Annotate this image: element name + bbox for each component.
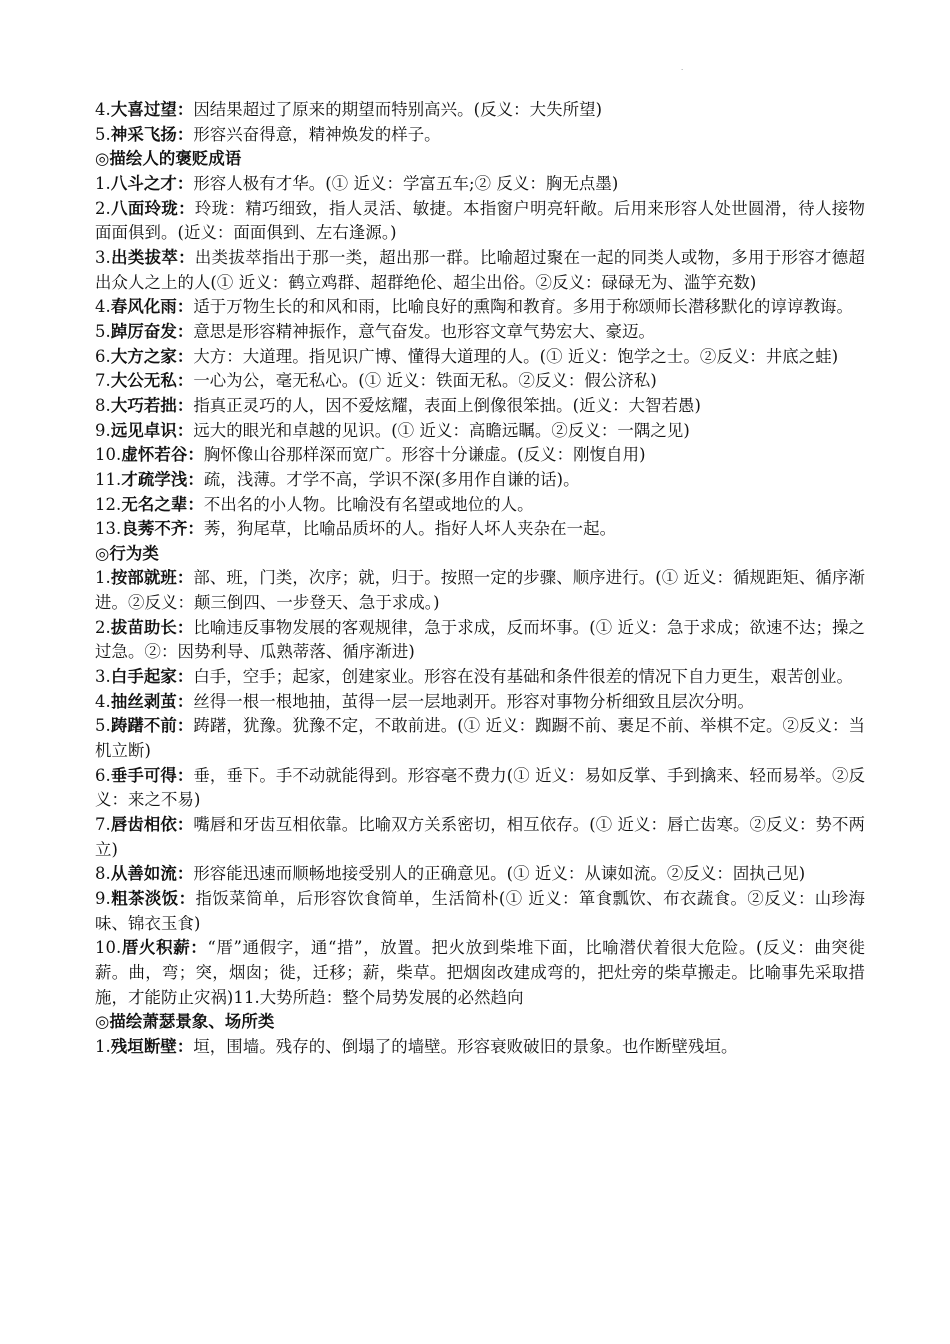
page-mark: . — [681, 64, 684, 72]
entry-number: 6. — [95, 346, 111, 366]
idiom-definition: 形容人极有才华。(① 近义：学富五车;② 反义：胸无点墨) — [193, 173, 619, 193]
entry-number: 3. — [95, 247, 111, 267]
entry-number: 7. — [95, 815, 111, 835]
idiom-definition: 胸怀像山谷那样深而宽广。形容十分谦虚。(反义：刚愎自用) — [203, 445, 646, 465]
idiom-term: 厝火积薪 — [121, 938, 191, 958]
separator: ： — [176, 815, 194, 835]
entry-number: 4. — [95, 100, 111, 119]
idiom-term: 大喜过望 — [110, 100, 177, 119]
idiom-definition: 垂，垂下。手不动就能得到。形容毫不费力(① 近义：易如反掌、手到擒来、轻而易举。②反义：来之不易) — [95, 765, 865, 810]
separator: ： — [187, 445, 204, 465]
idiom-definition: 适于万物生长的和风和雨，比喻良好的熏陶和教育。多用于称颂师长潜移默化的谆谆教诲。 — [193, 297, 853, 317]
idiom-entry — [95, 566, 865, 615]
separator: ： — [176, 568, 194, 588]
idiom-entry — [95, 345, 865, 370]
entry-number: 6. — [95, 765, 111, 785]
idiom-entry — [95, 690, 865, 715]
idiom-entry — [95, 517, 865, 542]
separator: ： — [178, 198, 195, 218]
idiom-term: 春风化雨 — [110, 297, 177, 317]
idiom-definition: 因结果超过了原来的期望而特别高兴。(反义：大失所望) — [193, 100, 603, 119]
idiom-entry — [95, 98, 865, 123]
idiom-definition: 指饭菜简单，后形容饮食简单，生活简朴(① 近义：箪食瓢饮、布衣蔬食。②反义：山珍海味、锦衣玉食) — [95, 889, 866, 933]
separator: ： — [178, 889, 196, 908]
idiom-entry — [95, 887, 865, 936]
separator: ： — [187, 469, 204, 489]
separator: ： — [176, 395, 194, 415]
idiom-entry — [95, 197, 865, 246]
entry-number: 9. — [95, 889, 111, 908]
idiom-definition: 不出名的小人物。比喻没有名望或地位的人。 — [203, 494, 534, 514]
idiom-term: 从善如流 — [110, 864, 177, 884]
idiom-entry — [95, 714, 865, 763]
idiom-term: 踌躇不前 — [110, 716, 177, 736]
idiom-term: 踔厉奋发 — [110, 321, 177, 341]
separator: ： — [176, 124, 194, 144]
idiom-definition: 一心为公，毫无私心。(① 近义：铁面无私。②反义：假公济私) — [193, 371, 657, 391]
idiom-definition: 踌躇，犹豫。犹豫不定，不敢前进。(① 近义：踟蹰不前、裹足不前、举棋不定。②反义：当机立断) — [95, 716, 865, 761]
idiom-definition: 指真正灵巧的人，因不爱炫耀，表面上倒像很笨拙。(近义：大智若愚) — [193, 395, 702, 415]
section-heading: ◎描绘人的褒贬成语 — [95, 149, 242, 169]
idiom-entry — [95, 172, 865, 197]
idiom-term: 拔苗助长 — [110, 617, 177, 637]
idiom-term: 大方之家 — [110, 346, 177, 366]
entry-number: 1. — [95, 568, 111, 588]
idiom-entry — [95, 468, 865, 493]
idiom-entry — [95, 320, 865, 345]
idiom-term: 白手起家 — [110, 667, 177, 687]
idiom-entry — [95, 665, 865, 690]
idiom-definition: 出类拔萃指出于那一类，超出那一群。比喻超过聚在一起的同类人或物，多用于形容才德超出众人之上的人(① 近义：鹤立鸡群、超群绝伦、超尘出俗。②反义：碌碌无为、滥竽充数) — [95, 247, 865, 292]
idiom-entry — [95, 1035, 865, 1060]
idiom-definition: “厝”通假字，通“措”，放置。把火放到柴堆下面，比喻潜伏着很大危险。(反义：曲突徙薪。曲，弯；突，烟囱；徙，迁移；薪，柴草。把烟囱改建成弯的，把灶旁的柴草搬走。比喻事先采取措施，才能防止灾祸)11.大势所趋：整个局势发展的必然趋向 — [95, 938, 865, 1007]
idiom-term: 良莠不齐 — [121, 519, 188, 539]
idiom-entry — [95, 394, 865, 419]
entry-number: 9. — [95, 420, 111, 440]
separator: ： — [176, 346, 194, 366]
idiom-term: 无名之辈 — [121, 494, 188, 514]
idiom-definition: 比喻违反事物发展的客观规律，急于求成，反而坏事。(① 近义：急于求成；欲速不达；操之过急。②：因势利导、瓜熟蒂落、循序渐进) — [95, 617, 865, 662]
idiom-term: 虚怀若谷 — [121, 445, 188, 465]
idiom-definition: 垣，围墙。残存的、倒塌了的墙壁。形容衰败破旧的景象。也作断壁残垣。 — [193, 1036, 738, 1056]
idiom-entry — [95, 295, 865, 320]
separator: ： — [176, 864, 194, 884]
idiom-definition: 部、班，门类，次序；就，归于。按照一定的步骤、顺序进行。(① 近义：循规距矩、循序渐进。②反义：颠三倒四、一步登天、急于求成。) — [95, 568, 865, 613]
idiom-entry — [95, 862, 865, 887]
entry-number: 10. — [95, 938, 122, 958]
idiom-entry — [95, 369, 865, 394]
entry-number: 10. — [95, 445, 122, 465]
idiom-definition: 形容兴奋得意，精神焕发的样子。 — [193, 124, 441, 144]
idiom-term: 远见卓识 — [110, 420, 177, 440]
entry-number: 1. — [95, 173, 111, 193]
idiom-term: 才疏学浅 — [121, 469, 188, 489]
idiom-definition: 白手，空手；起家，创建家业。形容在没有基础和条件很差的情况下自力更生，艰苦创业。 — [193, 667, 853, 687]
separator: ： — [176, 765, 194, 785]
idiom-term: 大巧若拙 — [110, 395, 177, 415]
idiom-definition: 莠，狗尾草，比喻品质坏的人。指好人坏人夹杂在一起。 — [203, 519, 617, 539]
idiom-entry — [95, 493, 865, 518]
separator: ： — [176, 321, 194, 341]
separator: ： — [176, 100, 194, 119]
idiom-term: 垂手可得 — [110, 765, 177, 785]
entry-number: 8. — [95, 864, 111, 884]
idiom-term: 唇齿相依 — [110, 815, 177, 835]
entry-number: 12. — [95, 494, 122, 514]
idiom-term: 神采飞扬 — [110, 124, 177, 144]
separator: ： — [187, 494, 204, 514]
idiom-entry — [95, 936, 865, 1010]
idiom-term: 八斗之才 — [110, 173, 177, 193]
entry-number: 4. — [95, 691, 111, 711]
idiom-entry — [95, 616, 865, 665]
idiom-definition: 疏，浅薄。才学不高，学识不深(多用作自谦的话)。 — [203, 469, 580, 489]
idiom-definition: 玲珑：精巧细致，指人灵活、敏捷。本指窗户明亮轩敞。后用来形容人处世圆滑，待人接物面面俱到。(近义：面面俱到、左右逢源。) — [95, 198, 865, 243]
idiom-term: 粗茶淡饭 — [110, 889, 179, 908]
idiom-entry — [95, 813, 865, 862]
separator: ： — [187, 519, 204, 539]
idiom-term: 八面玲珑 — [110, 198, 179, 218]
separator: ： — [176, 667, 194, 687]
idiom-definition: 意思是形容精神振作，意气奋发。也形容文章气势宏大、豪迈。 — [193, 321, 656, 341]
idiom-term: 按部就班 — [110, 568, 177, 588]
entry-number: 4. — [95, 297, 111, 317]
separator: ： — [176, 420, 194, 440]
entry-number: 7. — [95, 371, 111, 391]
idiom-entry — [95, 419, 865, 444]
entry-number: 2. — [95, 617, 111, 637]
idiom-entry — [95, 764, 865, 813]
separator: ： — [176, 1036, 194, 1056]
separator: ： — [190, 938, 208, 958]
idiom-entry — [95, 443, 865, 468]
entry-number: 1. — [95, 1036, 111, 1056]
idiom-list — [95, 98, 865, 1060]
idiom-term: 出类拔萃 — [110, 247, 179, 267]
idiom-entry — [95, 246, 865, 295]
entry-number: 8. — [95, 395, 111, 415]
separator: ： — [176, 297, 194, 317]
idiom-term: 残垣断壁 — [110, 1036, 177, 1056]
entry-number: 3. — [95, 667, 111, 687]
section-heading: ◎描绘萧瑟景象、场所类 — [95, 1012, 275, 1032]
entry-number: 11. — [95, 469, 122, 489]
separator: ： — [178, 247, 195, 267]
separator: ： — [176, 691, 194, 711]
separator: ： — [176, 617, 194, 637]
idiom-definition: 大方：大道理。指见识广博、懂得大道理的人。(① 近义：饱学之士。②反义：井底之蛙) — [193, 346, 839, 366]
idiom-definition: 嘴唇和牙齿互相依靠。比喻双方关系密切，相互依存。(① 近义：唇亡齿寒。②反义：势不两立) — [95, 815, 865, 859]
separator: ： — [176, 371, 194, 391]
separator: ： — [176, 173, 194, 193]
idiom-term: 抽丝剥茧 — [110, 691, 177, 711]
separator: ： — [176, 716, 194, 736]
idiom-definition: 远大的眼光和卓越的见识。(① 近义：高瞻远瞩。②反义：一隅之见) — [193, 420, 690, 440]
idiom-definition: 形容能迅速而顺畅地接受别人的正确意见。(① 近义：从谏如流。②反义：固执己见) — [193, 864, 806, 884]
entry-number: 2. — [95, 198, 111, 218]
entry-number: 5. — [95, 124, 111, 144]
idiom-entry — [95, 123, 865, 148]
idiom-term: 大公无私 — [110, 371, 177, 391]
section-heading: ◎行为类 — [95, 543, 159, 563]
entry-number: 13. — [95, 519, 122, 539]
entry-number: 5. — [95, 321, 111, 341]
entry-number: 5. — [95, 716, 111, 736]
idiom-definition: 丝得一根一根地抽，茧得一层一层地剥开。形容对事物分析细致且层次分明。 — [193, 691, 754, 711]
